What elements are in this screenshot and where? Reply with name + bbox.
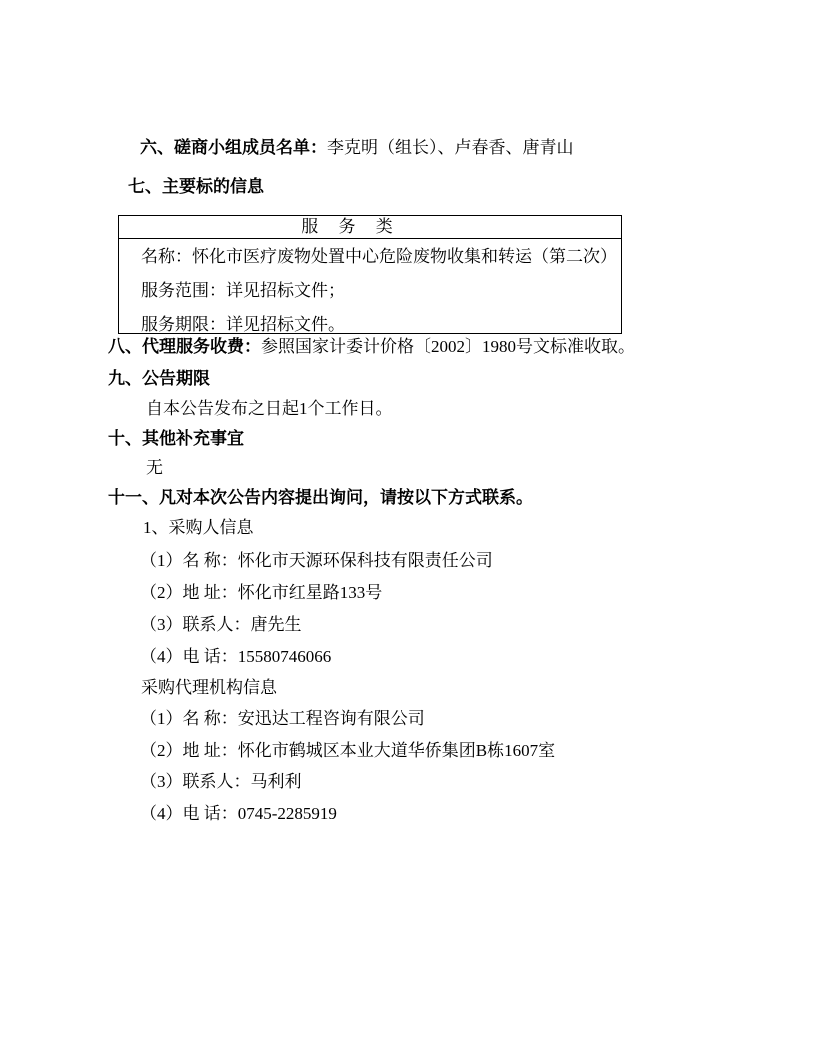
subject-table-header-row <box>119 216 621 239</box>
section-10-body: 无 <box>146 458 163 477</box>
section-8-value: 参照国家计委计价格〔2002〕1980号文标准收取。 <box>261 337 635 356</box>
purchaser-address-line: （2）地 址：怀化市红星路133号 <box>140 583 383 602</box>
agency-phone-line: （4）电 话：0745-2285919 <box>140 804 337 823</box>
subject-info-table <box>118 215 622 334</box>
table-row: 服务期限：详见招标文件。 <box>141 315 345 334</box>
section-10-heading: 十、其他补充事宜 <box>108 429 244 448</box>
section-6-label: 六、磋商小组成员名单： <box>140 138 327 157</box>
subject-table-header: 服 务 类 <box>301 217 395 236</box>
table-row: 名称：怀化市医疗废物处置中心危险废物收集和转运（第二次） <box>141 247 617 266</box>
section-8-label: 八、代理服务收费： <box>108 337 261 356</box>
table-row: 服务范围：详见招标文件； <box>141 281 345 300</box>
purchaser-info-title: 1、采购人信息 <box>143 518 254 537</box>
purchaser-name-line: （1）名 称：怀化市天源环保科技有限责任公司 <box>140 551 493 570</box>
section-8-agency-fee <box>108 337 635 357</box>
agency-name-line: （1）名 称：安迅达工程咨询有限公司 <box>140 709 425 728</box>
subject-table-body-cell <box>119 239 621 333</box>
section-9-body: 自本公告发布之日起1个工作日。 <box>146 399 393 418</box>
purchaser-contact-line: （3）联系人：唐先生 <box>140 615 302 634</box>
section-9-heading: 九、公告期限 <box>108 369 210 388</box>
agency-info-title: 采购代理机构信息 <box>141 678 277 697</box>
agency-address-line: （2）地 址：怀化市鹤城区本业大道华侨集团B栋1607室 <box>140 741 556 760</box>
section-7-heading: 七、主要标的信息 <box>128 177 264 196</box>
section-6-members <box>140 138 574 158</box>
agency-contact-line: （3）联系人：马利利 <box>140 772 302 791</box>
section-11-heading: 十一、凡对本次公告内容提出询问，请按以下方式联系。 <box>108 488 533 507</box>
purchaser-phone-line: （4）电 话：15580746066 <box>140 647 332 666</box>
section-6-value: 李克明（组长）、卢春香、唐青山 <box>327 138 574 157</box>
